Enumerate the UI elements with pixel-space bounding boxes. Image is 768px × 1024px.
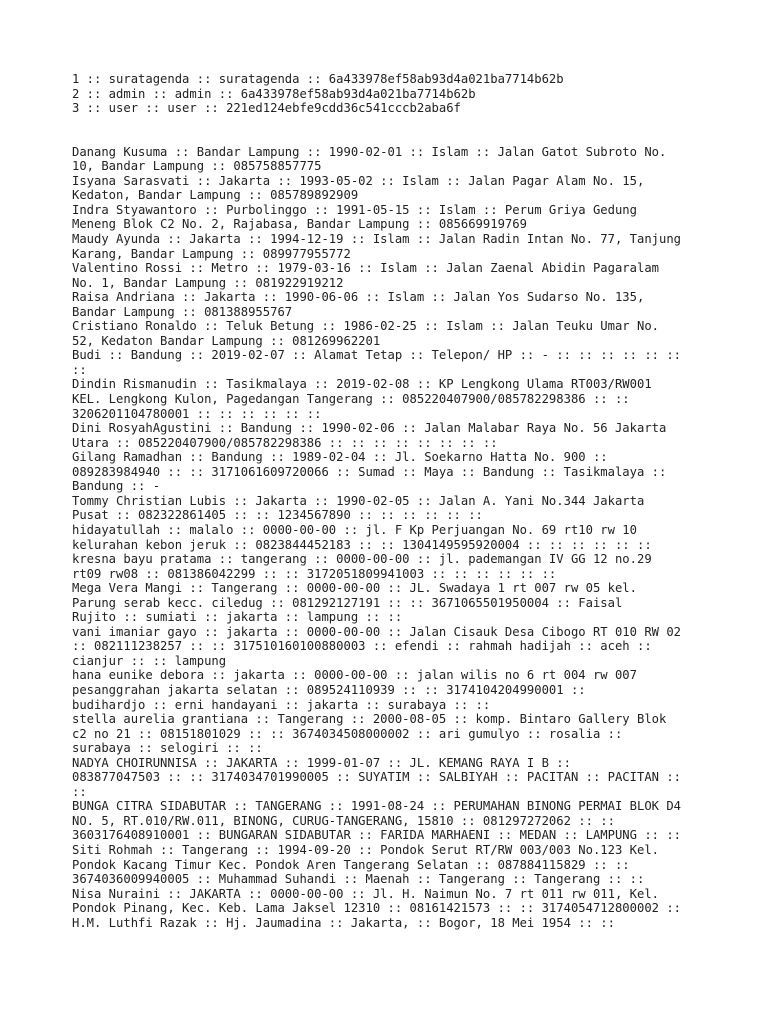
record-line: NO. 5, RT.010/RW.011, BINONG, CURUG-TANGERANG, 15810 :: 081297272062 :: :: bbox=[72, 813, 615, 828]
record-line: Indra Styawantoro :: Purbolinggo :: 1991-05-15 :: Islam :: Perum Griya Gedung bbox=[72, 202, 637, 217]
record-line: 3603176408910001 :: BUNGARAN SIDABUTAR :: FARIDA MARHAENI :: MEDAN :: LAMPUNG :: :: bbox=[72, 828, 682, 843]
record-line: kelurahan kebon jeruk :: 0823844452183 :: :: 1304149595920004 :: :: :: :: :: :: bbox=[72, 537, 652, 552]
record-line: 3674036009940005 :: Muhammad Suhandi :: Maenah :: Tangerang :: Tangerang :: :: bbox=[72, 872, 645, 887]
record-line: BUNGA CITRA SIDABUTAR :: TANGERANG :: 1991-08-24 :: PERUMAHAN BINONG PERMAI BLOK D4 bbox=[72, 799, 682, 814]
record-line: hidayatullah :: malalo :: 0000-00-00 :: jl. F Kp Perjuangan No. 69 rt10 rw 10 bbox=[72, 522, 637, 537]
record-line: Parung serab kecc. ciledug :: 081292127191 :: :: 3671065501950004 :: Faisal bbox=[72, 595, 623, 610]
record-line: Isyana Sarasvati :: Jakarta :: 1993-05-02 :: Islam :: Jalan Pagar Alam No. 15, bbox=[72, 173, 645, 188]
record-line: Utara :: 085220407900/085782298386 :: :: :: :: :: :: :: :: bbox=[72, 435, 498, 450]
record-line: pesanggrahan jakarta selatan :: 089524110939 :: :: 3174104204990001 :: bbox=[72, 682, 586, 697]
record-line: Cristiano Ronaldo :: Teluk Betung :: 1986-02-25 :: Islam :: Jalan Teuku Umar No. bbox=[72, 319, 659, 334]
record-line: Pondok Kacang Timur Kec. Pondok Aren Tangerang Selatan :: 087884115829 :: :: bbox=[72, 857, 630, 872]
credential-line: 1 :: suratagenda :: suratagenda :: 6a433978ef58ab93d4a021ba7714b62b bbox=[72, 72, 564, 86]
section-gap bbox=[72, 116, 712, 145]
record-line: NADYA CHOIRUNNISA :: JAKARTA :: 1999-01-07 :: JL. KEMANG RAYA I B :: bbox=[72, 755, 571, 770]
record-line: budihardjo :: erni handayani :: jakarta :: surabaya :: :: bbox=[72, 697, 491, 712]
record-line: Raisa Andriana :: Jakarta :: 1990-06-06 :: Islam :: Jalan Yos Sudarso No. 135, bbox=[72, 290, 645, 305]
record-line: Mega Vera Mangi :: Tangerang :: 0000-00-00 :: JL. Swadaya 1 rt 007 rw 05 kel. bbox=[72, 581, 637, 596]
record-line: Bandar Lampung :: 081388955767 bbox=[72, 304, 293, 319]
record-line: KEL. Lengkong Kulon, Pagedangan Tangerang :: 085220407900/085782298386 :: :: bbox=[72, 392, 630, 407]
record-line: :: bbox=[72, 362, 87, 377]
record-line: cianjur :: :: lampung bbox=[72, 653, 227, 668]
record-line: No. 1, Bandar Lampung :: 081922919212 bbox=[72, 275, 344, 290]
record-line: 083877047503 :: :: 3174034701990005 :: SUYATIM :: SALBIYAH :: PACITAN :: PACITAN :: bbox=[72, 770, 682, 785]
record-line: surabaya :: selogiri :: :: bbox=[72, 741, 263, 756]
record-line: Pusat :: 082322861405 :: :: 1234567890 :: :: :: :: :: :: bbox=[72, 508, 483, 523]
record-line: kresna bayu pratama :: tangerang :: 0000-00-00 :: jl. pademangan IV GG 12 no.29 bbox=[72, 552, 652, 567]
record-line: H.M. Luthfi Razak :: Hj. Jaumadina :: Jakarta, :: Bogor, 18 Mei 1954 :: :: bbox=[72, 915, 615, 930]
record-line: vani imaniar gayo :: jakarta :: 0000-00-00 :: Jalan Cisauk Desa Cibogo RT 010 RW 02 bbox=[72, 624, 682, 639]
record-line: 52, Kedaton Bandar Lampung :: 081269962201 bbox=[72, 333, 381, 348]
record-line: Rujito :: sumiati :: jakarta :: lampung :: :: bbox=[72, 610, 403, 625]
record-line: rt09 rw08 :: 081386042299 :: :: 3172051809941003 :: :: :: :: :: :: bbox=[72, 566, 557, 581]
record-line: 089283984940 :: :: 3171061609720066 :: Sumad :: Maya :: Bandung :: Tasikmalaya :: bbox=[72, 464, 667, 479]
record-line: Danang Kusuma :: Bandar Lampung :: 1990-02-01 :: Islam :: Jalan Gatot Subroto No. bbox=[72, 144, 667, 159]
record-line: hana eunike debora :: jakarta :: 0000-00-00 :: jalan wilis no 6 rt 004 rw 007 bbox=[72, 668, 637, 683]
record-line: Bandung :: - bbox=[72, 479, 161, 494]
record-line: Kedaton, Bandar Lampung :: 085789892909 bbox=[72, 188, 359, 203]
record-line: c2 no 21 :: 08151801029 :: :: 3674034508000002 :: ari gumulyo :: rosalia :: bbox=[72, 726, 623, 741]
credential-line: 2 :: admin :: admin :: 6a433978ef58ab93d4a021ba7714b62b bbox=[72, 86, 476, 101]
document-page bbox=[72, 72, 712, 930]
record-line: Maudy Ayunda :: Jakarta :: 1994-12-19 :: Islam :: Jalan Radin Intan No. 77, Tanjung bbox=[72, 232, 682, 247]
record-line: Pondok Pinang, Kec. Keb. Lama Jaksel 12310 :: 08161421573 :: :: 3174054712800002 :: bbox=[72, 901, 682, 916]
records-block bbox=[72, 145, 712, 931]
record-line: :: 082111238257 :: :: 317510160100880003 :: efendi :: rahmah hadijah :: aceh :: bbox=[72, 639, 652, 654]
record-line: Siti Rohmah :: Tangerang :: 1994-09-20 :: Pondok Serut RT/RW 003/003 No.123 Kel. bbox=[72, 842, 659, 857]
record-line: 3206201104780001 :: :: :: :: :: :: bbox=[72, 406, 322, 421]
record-line: Dini RosyahAgustini :: Bandung :: 1990-02-06 :: Jalan Malabar Raya No. 56 Jakarta bbox=[72, 421, 667, 436]
record-line: 10, Bandar Lampung :: 085758857775 bbox=[72, 159, 322, 174]
record-line: Gilang Ramadhan :: Bandung :: 1989-02-04 :: Jl. Soekarno Hatta No. 900 :: bbox=[72, 450, 608, 465]
record-line: Budi :: Bandung :: 2019-02-07 :: Alamat Tetap :: Telepon/ HP :: - :: :: :: :: :: :: bbox=[72, 348, 682, 363]
record-line: Nisa Nuraini :: JAKARTA :: 0000-00-00 :: Jl. H. Naimun No. 7 rt 011 rw 011, Kel. bbox=[72, 886, 659, 901]
record-line: :: bbox=[72, 784, 87, 799]
record-line: Valentino Rossi :: Metro :: 1979-03-16 :: Islam :: Jalan Zaenal Abidin Pagaralam bbox=[72, 261, 659, 276]
record-line: Dindin Rismanudin :: Tasikmalaya :: 2019-02-08 :: KP Lengkong Ulama RT003/RW001 bbox=[72, 377, 652, 392]
record-line: Tommy Christian Lubis :: Jakarta :: 1990-02-05 :: Jalan A. Yani No.344 Jakarta bbox=[72, 493, 645, 508]
record-line: Meneng Blok C2 No. 2, Rajabasa, Bandar Lampung :: 085669919769 bbox=[72, 217, 527, 232]
record-line: Karang, Bandar Lampung :: 089977955772 bbox=[72, 246, 351, 261]
record-line: stella aurelia grantiana :: Tangerang :: 2000-08-05 :: komp. Bintaro Gallery Blok bbox=[72, 712, 667, 727]
credential-line: 3 :: user :: user :: 221ed124ebfe9cdd36c541cccb2aba6f bbox=[72, 101, 461, 116]
credentials-block bbox=[72, 72, 712, 116]
